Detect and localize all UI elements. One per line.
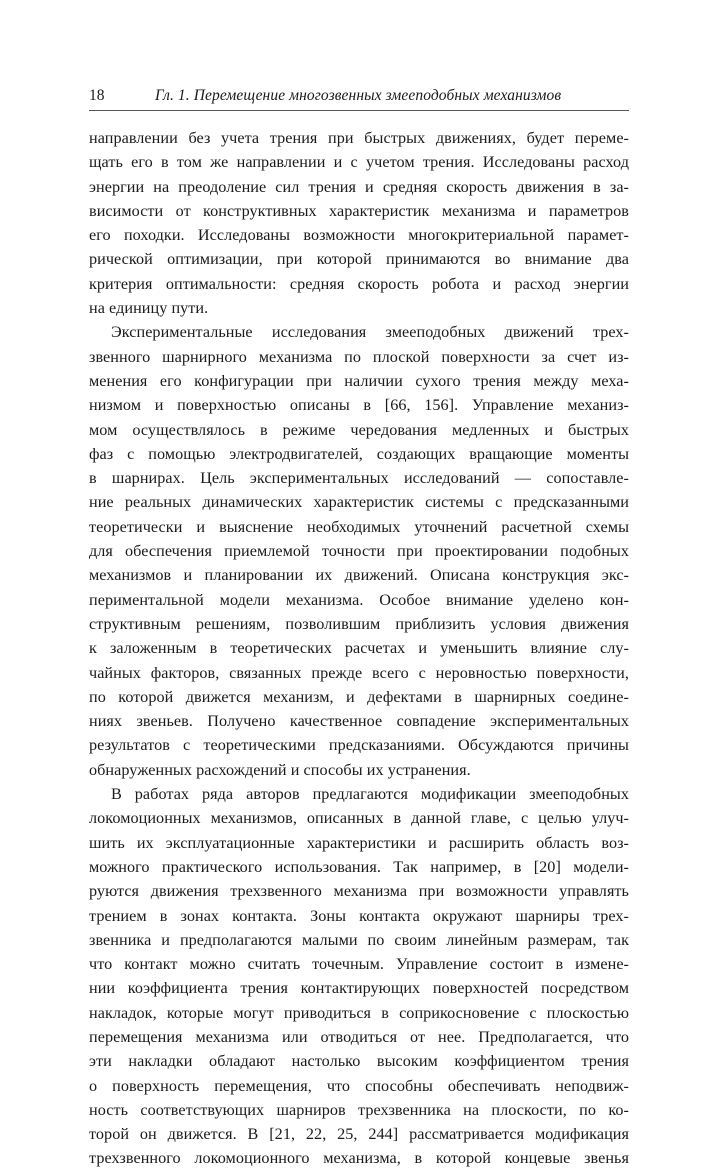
text-line: эти накладки обладают настолько высоким коэффициентом трения [89,1052,629,1071]
text-line: обнаруженных расхождений и способы их устранения. [89,760,471,779]
text-line: к заложенным в теоретических расчетах и уменьшить влияние слу- [89,639,629,658]
text-line: мом осуществлялось в режиме чередования медленных и быстрых [89,420,629,439]
text-line: Экспериментальные исследования змееподобных движений трех- [111,323,629,342]
text-line: В работах ряда авторов предлагаются модификации змееподобных [111,785,629,804]
text-line: трением в зонах контакта. Зоны контакта окружают шарниры трех- [89,906,629,925]
text-line: руются движения трехзвенного механизма при возможности управлять [89,882,629,901]
paragraph-2 [89,320,629,782]
text-line: для обеспечения приемлемой точности при проектировании подобных [89,542,629,561]
paragraph-3 [89,782,629,1171]
text-line: звенного шарнирного механизма по плоской поверхности за счет из- [89,347,629,366]
text-line: перемещения механизма или отводиться от нее. Предполагается, что [89,1027,629,1046]
text-line: накладок, которые могут приводиться в соприкосновение с плоскостью [89,1003,629,1022]
text-line: менения его конфигурации при наличии сухого трения между меха- [89,371,629,390]
text-line: низмом и поверхностью описаны в [66, 156]. Управление механиз- [89,396,629,415]
text-line: можного практического использования. Так например, в [20] модели- [89,857,629,876]
text-line: щать его в том же направлении и с учетом трения. Исследованы расход [89,153,629,172]
text-line: по которой движется механизм, и дефектами в шарнирных соедине- [89,687,629,706]
text-line: критерия оптимальности: средняя скорость робота и расход энергии [89,274,629,293]
text-line: ние реальных динамических характеристик системы с предсказанными [89,493,629,512]
text-line: энергии на преодоление сил трения и средняя скорость движения в за- [89,177,629,196]
text-line: на единицу пути. [89,299,209,318]
text-line: рической оптимизации, при которой принимаются во внимание два [89,250,629,269]
text-line: о поверхность перемещения, что способны обеспечивать неподвиж- [89,1076,629,1095]
running-head [89,86,629,111]
text-line: механизмов и планировании их движений. Описана конструкция экс- [89,566,629,585]
text-line: висимости от конструктивных характеристик механизма и параметров [89,201,629,220]
body-text [89,126,629,1171]
text-line: его походки. Исследованы возможности многокритериальной парамет- [89,226,629,245]
text-line: звенника и предполагаются малыми по своим линейным размерам, так [89,930,629,949]
text-line: теоретически и выяснение необходимых уточнений расчетной схемы [89,517,629,536]
text-line: нии коэффициента трения контактирующих поверхностей посредством [89,979,629,998]
text-line: локомоционных механизмов, описанных в данной главе, с целью улуч- [89,809,629,828]
text-line: структивным решениям, позволившим приблизить условия движения [89,614,629,633]
running-title: Гл. 1. Перемещение многозвенных змееподобных механизмов [155,87,562,104]
text-line: ность соответствующих шарниров трехзвенника на плоскости, по ко- [89,1100,629,1119]
paragraph-1 [89,126,629,320]
text-line: направлении без учета трения при быстрых движениях, будет переме- [89,129,629,147]
text-line: периментальной модели механизма. Особое внимание уделено кон- [89,590,629,609]
text-line: трехзвенного локомоционного механизма, в которой концевые звенья [89,1149,629,1168]
text-line: в шарнирах. Цель экспериментальных исследований — сопоставле- [89,469,629,488]
text-line: торой он движется. В [21, 22, 25, 244] рассматривается модификация [89,1125,629,1144]
text-line: ниях звеньев. Получено качественное совпадение экспериментальных [89,712,629,731]
text-line: результатов с теоретическими предсказаниями. Обсуждаются причины [89,736,629,755]
text-line: шить их эксплуатационные характеристики и расширить область воз- [89,833,629,852]
text-line: что контакт можно считать точечным. Управление состоит в измене- [89,955,629,974]
text-line: фаз с помощью электродвигателей, создающих вращающие моменты [89,444,629,463]
text-line: чайных факторов, связанных прежде всего с неровностью поверхности, [89,663,629,682]
page-number: 18 [89,87,105,104]
